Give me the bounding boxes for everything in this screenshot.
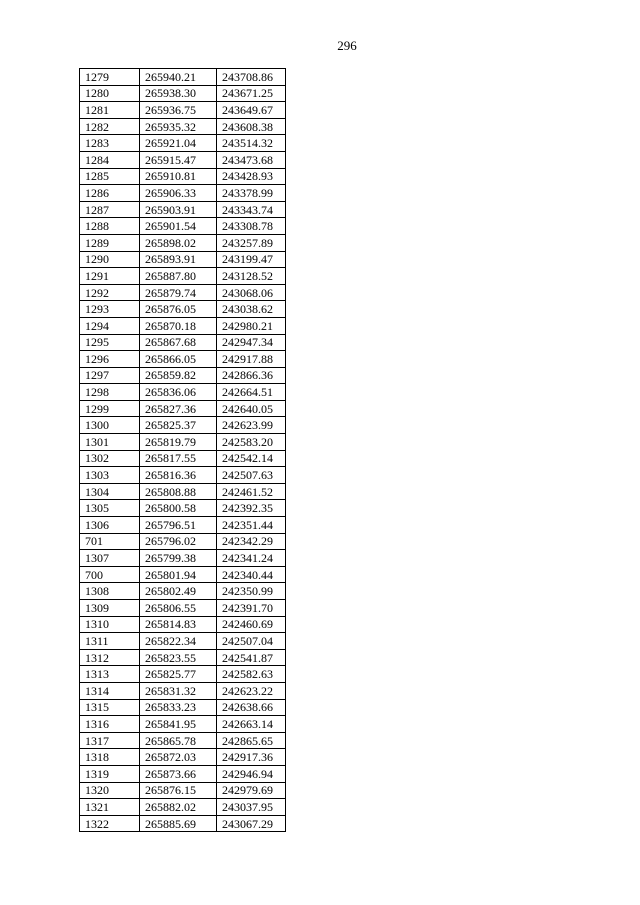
y-coordinate-cell: 242351.44 bbox=[217, 517, 286, 534]
x-coordinate-cell: 265938.30 bbox=[140, 85, 217, 102]
point-id-cell: 1314 bbox=[80, 682, 140, 699]
x-coordinate-cell: 265876.15 bbox=[140, 782, 217, 799]
point-id-cell: 1292 bbox=[80, 284, 140, 301]
x-coordinate-cell: 265859.82 bbox=[140, 367, 217, 384]
table-row bbox=[80, 102, 286, 119]
point-id-cell: 1287 bbox=[80, 201, 140, 218]
x-coordinate-cell: 265940.21 bbox=[140, 69, 217, 86]
point-id-cell: 1280 bbox=[80, 85, 140, 102]
point-id-cell: 1311 bbox=[80, 633, 140, 650]
point-id-cell: 1322 bbox=[80, 815, 140, 832]
x-coordinate-cell: 265814.83 bbox=[140, 616, 217, 633]
point-id-cell: 1289 bbox=[80, 234, 140, 251]
table-row bbox=[80, 782, 286, 799]
point-id-cell: 1293 bbox=[80, 301, 140, 318]
point-id-cell: 1310 bbox=[80, 616, 140, 633]
y-coordinate-cell: 242507.63 bbox=[217, 467, 286, 484]
coordinates-table-body bbox=[80, 69, 286, 832]
point-id-cell: 1286 bbox=[80, 185, 140, 202]
x-coordinate-cell: 265825.77 bbox=[140, 666, 217, 683]
y-coordinate-cell: 242341.24 bbox=[217, 550, 286, 567]
table-row bbox=[80, 69, 286, 86]
x-coordinate-cell: 265841.95 bbox=[140, 716, 217, 733]
y-coordinate-cell: 242638.66 bbox=[217, 699, 286, 716]
point-id-cell: 1285 bbox=[80, 168, 140, 185]
y-coordinate-cell: 243708.86 bbox=[217, 69, 286, 86]
point-id-cell: 1319 bbox=[80, 765, 140, 782]
y-coordinate-cell: 242917.88 bbox=[217, 351, 286, 368]
y-coordinate-cell: 242623.22 bbox=[217, 682, 286, 699]
y-coordinate-cell: 242917.36 bbox=[217, 749, 286, 766]
table-row bbox=[80, 284, 286, 301]
x-coordinate-cell: 265910.81 bbox=[140, 168, 217, 185]
table-row bbox=[80, 666, 286, 683]
x-coordinate-cell: 265823.55 bbox=[140, 649, 217, 666]
table-row bbox=[80, 234, 286, 251]
point-id-cell: 1304 bbox=[80, 483, 140, 500]
table-row bbox=[80, 450, 286, 467]
table-row bbox=[80, 334, 286, 351]
table-row bbox=[80, 550, 286, 567]
point-id-cell: 1318 bbox=[80, 749, 140, 766]
x-coordinate-cell: 265870.18 bbox=[140, 317, 217, 334]
table-row bbox=[80, 566, 286, 583]
point-id-cell: 1309 bbox=[80, 600, 140, 617]
x-coordinate-cell: 265936.75 bbox=[140, 102, 217, 119]
x-coordinate-cell: 265885.69 bbox=[140, 815, 217, 832]
x-coordinate-cell: 265833.23 bbox=[140, 699, 217, 716]
point-id-cell: 1288 bbox=[80, 218, 140, 235]
x-coordinate-cell: 265876.05 bbox=[140, 301, 217, 318]
x-coordinate-cell: 265817.55 bbox=[140, 450, 217, 467]
table-row bbox=[80, 467, 286, 484]
y-coordinate-cell: 242946.94 bbox=[217, 765, 286, 782]
y-coordinate-cell: 243037.95 bbox=[217, 799, 286, 816]
table-row bbox=[80, 118, 286, 135]
x-coordinate-cell: 265822.34 bbox=[140, 633, 217, 650]
point-id-cell: 1295 bbox=[80, 334, 140, 351]
x-coordinate-cell: 265921.04 bbox=[140, 135, 217, 152]
point-id-cell: 1298 bbox=[80, 384, 140, 401]
point-id-cell: 1302 bbox=[80, 450, 140, 467]
x-coordinate-cell: 265879.74 bbox=[140, 284, 217, 301]
y-coordinate-cell: 242340.44 bbox=[217, 566, 286, 583]
table-row bbox=[80, 649, 286, 666]
point-id-cell: 1303 bbox=[80, 467, 140, 484]
table-row bbox=[80, 732, 286, 749]
table-row bbox=[80, 533, 286, 550]
y-coordinate-cell: 243038.62 bbox=[217, 301, 286, 318]
point-id-cell: 1296 bbox=[80, 351, 140, 368]
table-row bbox=[80, 218, 286, 235]
x-coordinate-cell: 265819.79 bbox=[140, 434, 217, 451]
coordinates-table bbox=[79, 68, 286, 832]
table-row bbox=[80, 317, 286, 334]
y-coordinate-cell: 242583.20 bbox=[217, 434, 286, 451]
x-coordinate-cell: 265796.51 bbox=[140, 517, 217, 534]
table-row bbox=[80, 500, 286, 517]
y-coordinate-cell: 242947.34 bbox=[217, 334, 286, 351]
x-coordinate-cell: 265887.80 bbox=[140, 268, 217, 285]
x-coordinate-cell: 265893.91 bbox=[140, 251, 217, 268]
table-row bbox=[80, 268, 286, 285]
table-row bbox=[80, 434, 286, 451]
table-row bbox=[80, 351, 286, 368]
x-coordinate-cell: 265802.49 bbox=[140, 583, 217, 600]
point-id-cell: 1316 bbox=[80, 716, 140, 733]
y-coordinate-cell: 242980.21 bbox=[217, 317, 286, 334]
x-coordinate-cell: 265866.05 bbox=[140, 351, 217, 368]
x-coordinate-cell: 265796.02 bbox=[140, 533, 217, 550]
y-coordinate-cell: 242664.51 bbox=[217, 384, 286, 401]
table-row bbox=[80, 716, 286, 733]
y-coordinate-cell: 242350.99 bbox=[217, 583, 286, 600]
table-row bbox=[80, 384, 286, 401]
x-coordinate-cell: 265865.78 bbox=[140, 732, 217, 749]
y-coordinate-cell: 243428.93 bbox=[217, 168, 286, 185]
y-coordinate-cell: 243128.52 bbox=[217, 268, 286, 285]
y-coordinate-cell: 243671.25 bbox=[217, 85, 286, 102]
y-coordinate-cell: 242542.14 bbox=[217, 450, 286, 467]
table-row bbox=[80, 85, 286, 102]
point-id-cell: 1294 bbox=[80, 317, 140, 334]
y-coordinate-cell: 242541.87 bbox=[217, 649, 286, 666]
x-coordinate-cell: 265906.33 bbox=[140, 185, 217, 202]
y-coordinate-cell: 242507.04 bbox=[217, 633, 286, 650]
table-row bbox=[80, 185, 286, 202]
x-coordinate-cell: 265915.47 bbox=[140, 151, 217, 168]
table-row bbox=[80, 699, 286, 716]
point-id-cell: 700 bbox=[80, 566, 140, 583]
x-coordinate-cell: 265898.02 bbox=[140, 234, 217, 251]
point-id-cell: 1321 bbox=[80, 799, 140, 816]
x-coordinate-cell: 265882.02 bbox=[140, 799, 217, 816]
point-id-cell: 1283 bbox=[80, 135, 140, 152]
table-row bbox=[80, 517, 286, 534]
point-id-cell: 701 bbox=[80, 533, 140, 550]
y-coordinate-cell: 243308.78 bbox=[217, 218, 286, 235]
y-coordinate-cell: 242460.69 bbox=[217, 616, 286, 633]
x-coordinate-cell: 265901.54 bbox=[140, 218, 217, 235]
y-coordinate-cell: 242623.99 bbox=[217, 417, 286, 434]
table-row bbox=[80, 749, 286, 766]
x-coordinate-cell: 265825.37 bbox=[140, 417, 217, 434]
table-row bbox=[80, 400, 286, 417]
y-coordinate-cell: 242979.69 bbox=[217, 782, 286, 799]
x-coordinate-cell: 265831.32 bbox=[140, 682, 217, 699]
table-row bbox=[80, 417, 286, 434]
y-coordinate-cell: 243608.38 bbox=[217, 118, 286, 135]
x-coordinate-cell: 265873.66 bbox=[140, 765, 217, 782]
table-row bbox=[80, 483, 286, 500]
table-row bbox=[80, 135, 286, 152]
point-id-cell: 1308 bbox=[80, 583, 140, 600]
table-row bbox=[80, 815, 286, 832]
y-coordinate-cell: 243067.29 bbox=[217, 815, 286, 832]
y-coordinate-cell: 243257.89 bbox=[217, 234, 286, 251]
table-row bbox=[80, 616, 286, 633]
y-coordinate-cell: 243199.47 bbox=[217, 251, 286, 268]
point-id-cell: 1282 bbox=[80, 118, 140, 135]
x-coordinate-cell: 265836.06 bbox=[140, 384, 217, 401]
point-id-cell: 1312 bbox=[80, 649, 140, 666]
y-coordinate-cell: 243514.32 bbox=[217, 135, 286, 152]
x-coordinate-cell: 265827.36 bbox=[140, 400, 217, 417]
x-coordinate-cell: 265799.38 bbox=[140, 550, 217, 567]
table-row bbox=[80, 633, 286, 650]
x-coordinate-cell: 265806.55 bbox=[140, 600, 217, 617]
table-row bbox=[80, 168, 286, 185]
point-id-cell: 1306 bbox=[80, 517, 140, 534]
table-row bbox=[80, 583, 286, 600]
point-id-cell: 1307 bbox=[80, 550, 140, 567]
y-coordinate-cell: 242663.14 bbox=[217, 716, 286, 733]
y-coordinate-cell: 243473.68 bbox=[217, 151, 286, 168]
point-id-cell: 1305 bbox=[80, 500, 140, 517]
table-row bbox=[80, 765, 286, 782]
point-id-cell: 1313 bbox=[80, 666, 140, 683]
table-row bbox=[80, 151, 286, 168]
point-id-cell: 1300 bbox=[80, 417, 140, 434]
y-coordinate-cell: 242865.65 bbox=[217, 732, 286, 749]
x-coordinate-cell: 265816.36 bbox=[140, 467, 217, 484]
x-coordinate-cell: 265800.58 bbox=[140, 500, 217, 517]
point-id-cell: 1291 bbox=[80, 268, 140, 285]
y-coordinate-cell: 243343.74 bbox=[217, 201, 286, 218]
y-coordinate-cell: 242342.29 bbox=[217, 533, 286, 550]
point-id-cell: 1281 bbox=[80, 102, 140, 119]
table-row bbox=[80, 799, 286, 816]
y-coordinate-cell: 242392.35 bbox=[217, 500, 286, 517]
x-coordinate-cell: 265867.68 bbox=[140, 334, 217, 351]
y-coordinate-cell: 243378.99 bbox=[217, 185, 286, 202]
table-row bbox=[80, 600, 286, 617]
x-coordinate-cell: 265801.94 bbox=[140, 566, 217, 583]
point-id-cell: 1279 bbox=[80, 69, 140, 86]
point-id-cell: 1317 bbox=[80, 732, 140, 749]
table-row bbox=[80, 251, 286, 268]
point-id-cell: 1297 bbox=[80, 367, 140, 384]
y-coordinate-cell: 243649.67 bbox=[217, 102, 286, 119]
point-id-cell: 1290 bbox=[80, 251, 140, 268]
y-coordinate-cell: 242582.63 bbox=[217, 666, 286, 683]
y-coordinate-cell: 242866.36 bbox=[217, 367, 286, 384]
point-id-cell: 1315 bbox=[80, 699, 140, 716]
x-coordinate-cell: 265872.03 bbox=[140, 749, 217, 766]
point-id-cell: 1320 bbox=[80, 782, 140, 799]
y-coordinate-cell: 243068.06 bbox=[217, 284, 286, 301]
table-row bbox=[80, 301, 286, 318]
y-coordinate-cell: 242461.52 bbox=[217, 483, 286, 500]
x-coordinate-cell: 265808.88 bbox=[140, 483, 217, 500]
y-coordinate-cell: 242640.05 bbox=[217, 400, 286, 417]
x-coordinate-cell: 265903.91 bbox=[140, 201, 217, 218]
point-id-cell: 1301 bbox=[80, 434, 140, 451]
table-row bbox=[80, 201, 286, 218]
point-id-cell: 1299 bbox=[80, 400, 140, 417]
table-row bbox=[80, 682, 286, 699]
point-id-cell: 1284 bbox=[80, 151, 140, 168]
page-number: 296 bbox=[337, 38, 357, 53]
table-row bbox=[80, 367, 286, 384]
x-coordinate-cell: 265935.32 bbox=[140, 118, 217, 135]
y-coordinate-cell: 242391.70 bbox=[217, 600, 286, 617]
